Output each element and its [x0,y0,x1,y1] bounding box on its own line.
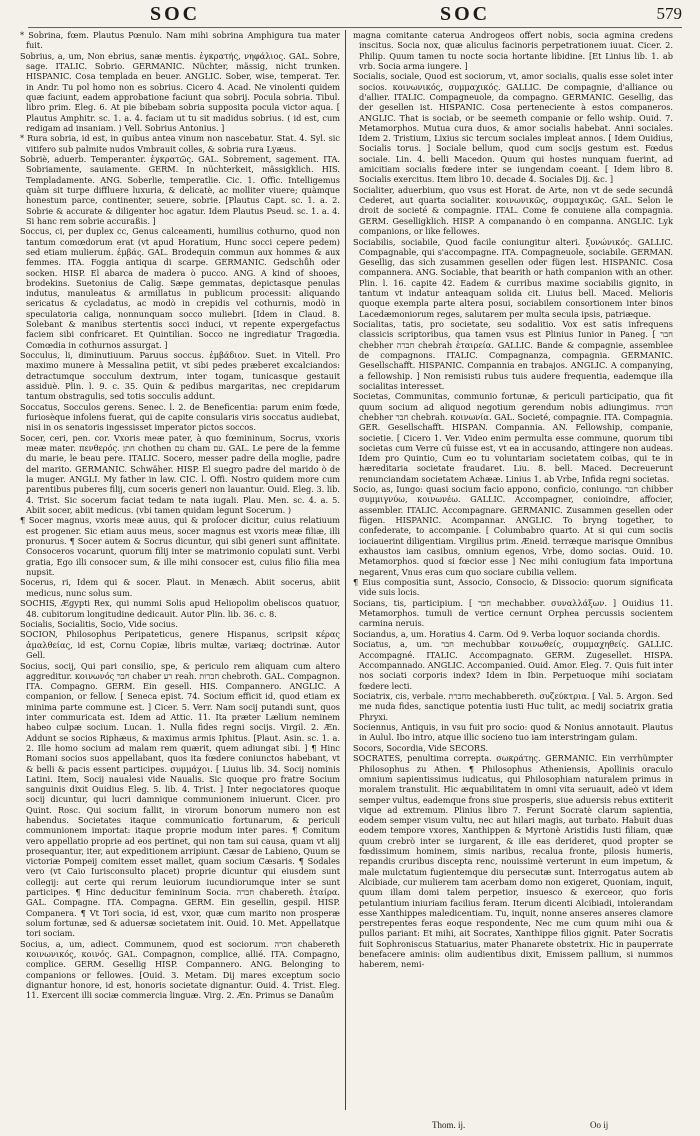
dictionary-entry: Sobrius, a, um, Non ebrius, sanæ mentis. ἐγκρατής, νηφάλιος. GAL. Sobre, sage. ITALIC. Sobrio. GERMANIC. Nüchter, mässig, nicht trunken. HISPANIC. Cosa templada en beuer. ANGLIC. Sober, wise, temperat. Ter. in Andr. Tu pol homo non es sobrius. Cicero 4. Acad. Ne vinolenti quidem quæ faciunt, eadem approbatione faciunt qua sobrij. Pocula sobria. Tibul. libro prim. Eleg. 6. At pie bibebam sobria supposita pocula victor aqua. [ Plautus Amphitr. sc. 1. a. 4. faciam ut tu sit madidus sobrius. ( id est, cum redigam ad insaniam. ) Vell. Sobrius Antonius. ] [20,50,340,133]
running-head-left: SOC [150,3,201,25]
dictionary-entry: Socians, tis, participium. [ חבר mechabber. συναλλάξων. ] Ouidius 11. Metamorphos. tumuli de vertice cernunt Orphea percussis socientem carmina neruis. [353,597,673,629]
running-head-center: SOC [440,3,491,25]
dictionary-entry: Socerus, ri, Idem qui & socer. Plaut. in Menæch. Abiit socerus, abiit medicus, nunc solus sum. [20,577,340,598]
dictionary-entry: Sociabilis, sociabile, Quod facile coniungitur alteri. ξυνώνικός. GALLIC. Compagnable, qui s'accompagne. ITA. Compagneuole, sociabile. GERMAN. Gesellig, das sich zusammen gesellen oder fügen lest. HISPANIC. Cosa compannera. ANG. Sociable, that bearith or hath companion with an other. Plin. l. 16. capite 42. Eadem & curribus maxime sociabilis gignito, in tantum vt indatur anteaquam solida cit. Liuius bell. Maced. Melioris quoque exempla parte altera posui, sociabilem consortionem inter binos Lacedæmoniorum reges, salutarem per multa secula ipsis, patriæque. [353,236,673,319]
dictionary-entry: Sociennus, Antiquis, in vsu fuit pro socio: quod & Nonius annotauit. Plautus in Aulul. Ibo intro, atque illic socieno tuo iam interstringam gulam. [353,722,673,743]
dictionary-entry: Societas, Communitas, communio fortunæ, & periculi participatio, qua fit quum socium ad aliquod negotium gerendum nobis adiungimus. חברה chebher חבר chebrah. κοινωνία. GAL. Societé, compagnie. ITA. Compagnia. GER. Gesellschafft. HISPAN. Compannia. AN. Fellowship, companie, societie. [ Cicero 1. Ver. Video enim permulta esse commune, quorum tibi societas cum Verre cū fuisse est, vt ea in accusando, attingere non audeas. Idem pro Quintio, Cum eo tu voluntariam societatem coibas, qui te in hæreditaria societate fraudaret. Liu. 8. bell. Maced. Decreuerunt renunciandam societatem Achææ. Linius 1. ab Vrbe, Infida regni societas. [353,391,673,484]
dictionary-entry: Socialis, Socialitis, Socio, Vide socius. [20,618,178,629]
dictionary-entry: ¶ Socer magnus, vxoris meæ auus, qui & proſocer dicitur, cuius relatiuum est progener. Sic etiam auus meus, socer magnus est vxoris meæ filiæ, illi pronurus. ¶ Socer autem & Socrus dicuntur, qui sibi generi sunt affinitate. Consoceros vocarunt, quorum filij inter se matrimonio copulati sunt. Verbi gratia, Ego illi consocer sum, & ille mihi consocer est, cuius filio filia mea nupsit. [20,515,340,577]
dictionary-entry: Socer, ceri, pen. cor. Vxoris meæ pater, à quo fœmininum, Socrus, vxoris meæ mater. πενθερός. חתן chothen עם cham עם. GAL. Le pere de la femme du marie, le beau pere. ITALIC. Socero, messer padre della moglie, padre del marito. GERMANIC. Schwäher. HISP. El suegro padre del marido ò de la muger. ANGLI. My father in law. CIC. l. Offi. Nostro quidem more cum parentibus puberes filij, cum soceris generi non lauantur. Ouid. Eleg. 3. lib. 4. Trist. Sic socerum faciat tedam te nata iugali. Plau. Men. sc. 4. a. 5. Abiit socer, abiit medicus. (vbi tamen quidam legunt Socerum. ) [20,432,340,515]
dictionary-entry: * Rura sobria, id est, in quibus antea vinum non nascebatur. Stat. 4. Syl. sic vitifero sub palmite nudos Vmbrauit colles, & sobria rura Lyæus. [20,133,340,154]
dictionary-entry: Socialitas, tatis, pro societate, seu sodalitio. Vox est satis infrequens classicis scriptoribus, qua tamen vsus est Plinius Iunior in Paneg. [ חבר chebher חברה chebrah ἑταιρεία. GALLIC. Bande & compagnie, assemblee de compagnons. ITALIC. Compagnanza, compagnia. GERMANIC. Gesellschafft. HISPANIC. Compannia en trabajos. ANGLIC. A companying, a fellowship. ] Non remisisti rubus tuis audere frequentia, eademque illa socialitas interesset. [353,319,673,391]
dictionary-entry: Soccus, ci, per duplex cc, Genus calceamenti, humilius cothurno, quod non tantum comœdorum erat (vt apud Horatium, Hunc socci cepere pedem) sed etiam mulierum. ἐμβάς. GAL. Brodequin commun aux hommes & aux femmes. ITA. Foggia antiqua di scarpe. GERMANIC. Gedschůh oder socken. HISP. El abarca de madera ò pucco. ANG. A kind of shooes, brodekins. Suetonius de Calig. Sæpe gemmatas, depictasque penulas indutus, manuleatus & armillatus in publicum processit: aliquando sericatus & cycladatus, ac modò in crepidis vel cothurnis, modò in speculatoria caliga, nonnunquam socco muliebri. [Idem in Claud. 8. Solebant & manibus stertentis socci induci, vt repente expergefactus faciem sibi confricaret. Et Quintilian. Socco ne ingrediatur Tragœdia. Comœdia in cothurnos assurgat. ] [20,226,340,350]
dictionary-entry: Socius, socij, Qui pari consilio, spe, & periculo rem aliquam cum altero aggreditur. κοινωνός חבר chaber רע reah. חברות chebroth. GAL. Compagnon. ITA. Compagno. GERM. Ein gesell. HIS. Compannero. ANGLIC. A companion, or fellow. [ Seneca epist. 74. Socium efficit id, quod etiam ex minima parte commune est. ] Cicer. 5. Verr. Nam socij putandi sunt, quos inter commuricata est. Idem ad Attic. 11. Ita præter Lælium neminem habeo culpæ socium. Lucan. 1. Nulla fides regni socijs. Virgil. 2. Æn. Addunt se socios Riphæus, & maximus armis Iphitus. [Plaut. Asin. sc. 1. a. 2. Ille homo socium ad malam rem quærit, quem adiungat sibi. ] ¶ Hinc Romani socios suos appellabant, quos ita fœdere coniunctos habebant, vt & belli & pacis essent participes. συμμάχοι. [ Liuius lib. 34. Socij nominis Latini. Item, Socij naualesi vide Naualis. Sic quoque pro fratre Socium sanguinis dixit Ouidius Eleg. 5. lib. 4. Trist. ] Inter negociatores quoque socij dicuntur, qui lucri damnique communionem iniuerunt. Cicer. pro Quint. Rosc. Qui socium fallit, in virorum bonorum numero non est habendus. Societates itaque communicatio fortunarum, & periculi communionem importat: itaque proprie modum inter pares. ¶ Comitum vero appellatio proprie ad eos pertinet, qui non tam sui causa, quam vt alij prosequantur, iter, aut expeditionem arripiunt. Cæsar de Labieno, Quum se victoriæ Pompeij comitem esset mallet, quam socium Cæsaris. ¶ Sodales vero (vt Caio Iurisconsulto placet) proprie dicuntur qui eiusdem sunt collegij: aut certe qui rerum leuiorum iucundiorumque inter se sunt participes. ¶ Hinc deducitur femininum Socia. חברה chabereth. ἑταίρα. GAL. Compagne. ITA. Compagna. GERM. Ein gesellin, gespil. HISP. Companera. ¶ Vt Tori socia, id est, vxor, quæ cum marito non prosperæ solum fortunæ, sed & aduersæ societatem init. Ouid. 10. Met. Appellatque tori sociam. [20,660,340,939]
dictionary-entry: SOCION, Philosophus Peripateticus, genere Hispanus, scripsit κέρας ἀμαλθείας, id est, Cornu Copiæ, libris multæ, variæq; doctrinæ. Autor Gell. [20,629,340,661]
dictionary-entry: Sobriè, aduerb. Temperanter. ἐγκρατῶς. GAL. Sobrement, sagement. ITA. Sobriamente, sauiamente. GERM. In nüchterkeit, mässigklich. HIS. Templadamente. ANG. Soberlie, temperatlie. Cic. 1. Offic. Intelligemus quàm sit turpe diffluere luxuria, & delicatè, ac molliter viuere; quàmque honestum parce, continenter, seuere, sobrie. [Plautus Capt. sc. 1. a. 2. Sobrie & accurate & diligenter hoc agatur. Idem Plautus Pseud. sc. 1. a. 4. Si hanc rem sobrie accuraßis. ] [20,154,340,226]
dictionary-entry: Sociandus, a, um. Horatius 4. Carm. Od 9. Verba loquor socianda chordis. [353,628,661,639]
dictionary-entry: ¶ Eius compositia sunt, Associo, Consocio, & Dissocio: quorum significata vide suis locis. [353,577,673,598]
catchword: Oo ij [590,1120,609,1130]
right-column [353,30,673,1115]
left-column [20,30,340,1115]
dictionary-entry: Socculus, li, diminutiuum. Paruus soccus. ἐμβάδιον. Suet. in Vitell. Pro maximo munere à Messalina petiit, vt sibi pedes præberet excalciandos: detractumque socculum dextrum, inter togam, tunicasque gestauit assiduè. Plin. l. 9. c. 35. Quin & pedibus margaritas, nec crepidarum tantum obstragulis, sed totis socculis addunt. [20,350,340,402]
dictionary-entry: Soccatus, Socculos gerens. Senec. l. 2. de Beneficentia: parum enim fœde, furiosèque infolens fuerat, qui de capite consularis viris soccatus audiebat, nisi in os senatoris ingessisset imperator pictos soccos. [20,401,340,433]
dictionary-entry: Socialis, sociale, Quod est sociorum, vt, amor socialis, qualis esse solet inter socios. κοινωνικός, συμμαχικός. GALLIC. De compagnie, d'alliance ou d'allier. ITALIC. Compagneuole, da compagno. GERMANIC. Gesellig, das der gesellen ist. HISPANIC. Cosa perteneciente à estos companeros. ANGLIC. That is sociab, or be seemeth companie or fello wship. Ouid. 7. Metamorphos. Mutua cura duos, & amor socialis habebat. Anni sociales. Idem 2. Tristium, Lixius sic tercum sociales impleat annos. [ Idem Ouidius, Socialis torus. ] Sociale bellum, quod cum socijs gestum est. Fœdus sociale. Lin. 4. belli Macedon. Quum qui hostes nunquam fuerint, ad amicitiam socialis fœdere inter se iungendam coeant. [ Idem libro 8. Socialis exercitus. Item libro 10. decade 4. Sociales Dij. &c. ] [353,71,673,185]
dictionary-entry: Sociatus, a, um. חבר mechubbar κοινωθείς, συμμαχηθείς. GALLIC. Accompagné. ITALIC. Accompagnato. GERM. Zugesellet. HISPA. Accompannado. ANGLIC. Accompanied. Ouid. Amor. Eleg. 7. Quis fuit inter nos sociati corporis index? Idem in Ibin. Perpetuoque mihi sociatam fœdere lecti. [353,639,673,691]
dictionary-entry: SOCRATES, penultima correpta. σωκράτης. GERMANIC. Ein verrhümpter Philosophus zu Athen. ¶ Philosophus Atheniensis, Apollinis oraculo omnium sapientissimus iudicatus, qui Philosophiam naturalem primus in moralem transtulit. Hic æquabilitatem in omni vita seruauit, adeò vt idem semper vultus, eademque frons siue prosperis, siue aduersis rebus extiterit vique ad extremum. Plinius libro 7. Ferunt Socratè clarum sapientia, eodem semper visum vultu, nec aut hilari magis, aut turbato. Habuit duas eodem tempore vxores, Xanthippen & Myrtonè Aristidis Iusti filiam, quæ quum crebrò inter se iurgarent, & ille eas derideret, quod propter se fœdissimum hominem, simis naribus, recalua fronte, pilosis humeris, repandis cruribus discepta renc, nouissimè verterunt in eum impetum, & male mulctatum fugientemque diu persecutæ sunt. Interrogatus autem ab Alcibiade, cur mulierem tam acerbam domo non exigeret, Quoniam, inquit, quum illam domi talem perpetior, insuesco & exerceor, quo foris petulantium iniuriam facilius feram. Iterum dicenti Alcibiadi, intolerandam esse Xanthippes maledicentiam. Tu, inquit, nonne anseres anseres clamore perstrepentes feras eoque respondente, Nec me cum quum mihi oua & pullos pariant: Et mihi, ait Socrates, Xanthippe filios gignit. Pater Socratis fuit Sophroniscus Statuarius, mater Phanarete obstetrix. Hic in pauperrate benefacere aminis: olim audientibus dixit, Emissem pallium, si nummos haberem, nemi- [353,753,673,970]
dictionary-entry: magna comitante caterua Androgeos offert nobis, socia agmina credens inscitus. Socia nox, quæ aliculus facinoris perpetrationem iuuat. Cicer. 2. Philip. Quum tamen tu nocte socia hortante libidine. [Et Linius lib. 1. ab vrb. Socia arma iungere. ] [353,30,673,71]
dictionary-entry: * Sobrina, fœm. Plautus Pœnulo. Nam mihi sobrina Amphigura tua mater fuit. [20,30,340,51]
dictionary-entry: Socialiter, aduerbium, quo vsus est Horat. de Arte, non vt de sede secundâ Cederet, aut quarta socialiter. κοινωνικῶς, συμμαχικῶς. GAL. Selon le droit de societé & compagnie. ITAL. Come fe conuiene alla compagnia. GERM. Geselligklich. HISP. A companando ò en companna. ANGLIC. Lyk companions, or like fellowes. [353,184,673,237]
column-divider [345,30,346,1110]
header-rule [28,27,682,28]
dictionary-entry: Socio, as, Iungo: quasi socium facio appono, conficio, coniungo. חבר chibber συμμιγνύω, κοινωνέω. GALLIC. Accompagner, conioindre, affocier, assembler. ITALIC. Accompagnare. GERMANIC. Zusammen gesellen oder fügen. HISPANIC. Acompannar. ANGLIC. To bryng together, to confederate, to accompanie. [ Columbabro quarto. At si qui cum sociis iociauerint diligentiam. Virgilius prim. Æneid. terræque marisque Omnibus exhaustos iam casibus, omnium egenos, Vrbe, domo socias. Ouid. 10. Metamorphos. quod si fœcior esse ] Nec mihi coniugium fata importuna negarent, Vnus eras cum quo sociare cubilia vellem. [353,484,673,577]
page-number: 579 [656,4,682,23]
signature-mark: Thom. ij. [432,1120,466,1130]
dictionary-entry: SOCHIS, Ægypti Rex, qui nummi Solis apud Heliopolim obeliscos quatuor, 48. cubitorum longitudine dedicauit. Autor Plin. lib. 36. c. 8. [20,598,340,619]
dictionary-entry: Socius, a, um, adiect. Communem, quod est sociorum. חברה chabereth κοινωνικός, κοινός. GAL. Compagnon, complice, allié. ITA. Compagno, complice. GERM. Gesellig HISP. Compannero. ANG. Belonging to companions or fellowes. [Ouid. 3. Metam. Dij mares exceptum socio dignantur honore, id est, honoris societate dignantur. Ouid. 4. Trist. Eleg. 11. Exercent illi sociæ commercia linguæ. Virg. 2. Æn. Primus se Danaûm [20,938,340,1001]
dictionary-entry: Sociatrix, cis, verbale. מחברת mechabbereth. συζεύκτρια. [ Val. 5. Argon. Sed me nuda fides, sanctique potentia iusti Huc tulit, ac medij sociatrix gratia Phryxi. [353,691,673,722]
dictionary-entry: Socors, Socordia, Vide SECORS. [353,742,489,753]
